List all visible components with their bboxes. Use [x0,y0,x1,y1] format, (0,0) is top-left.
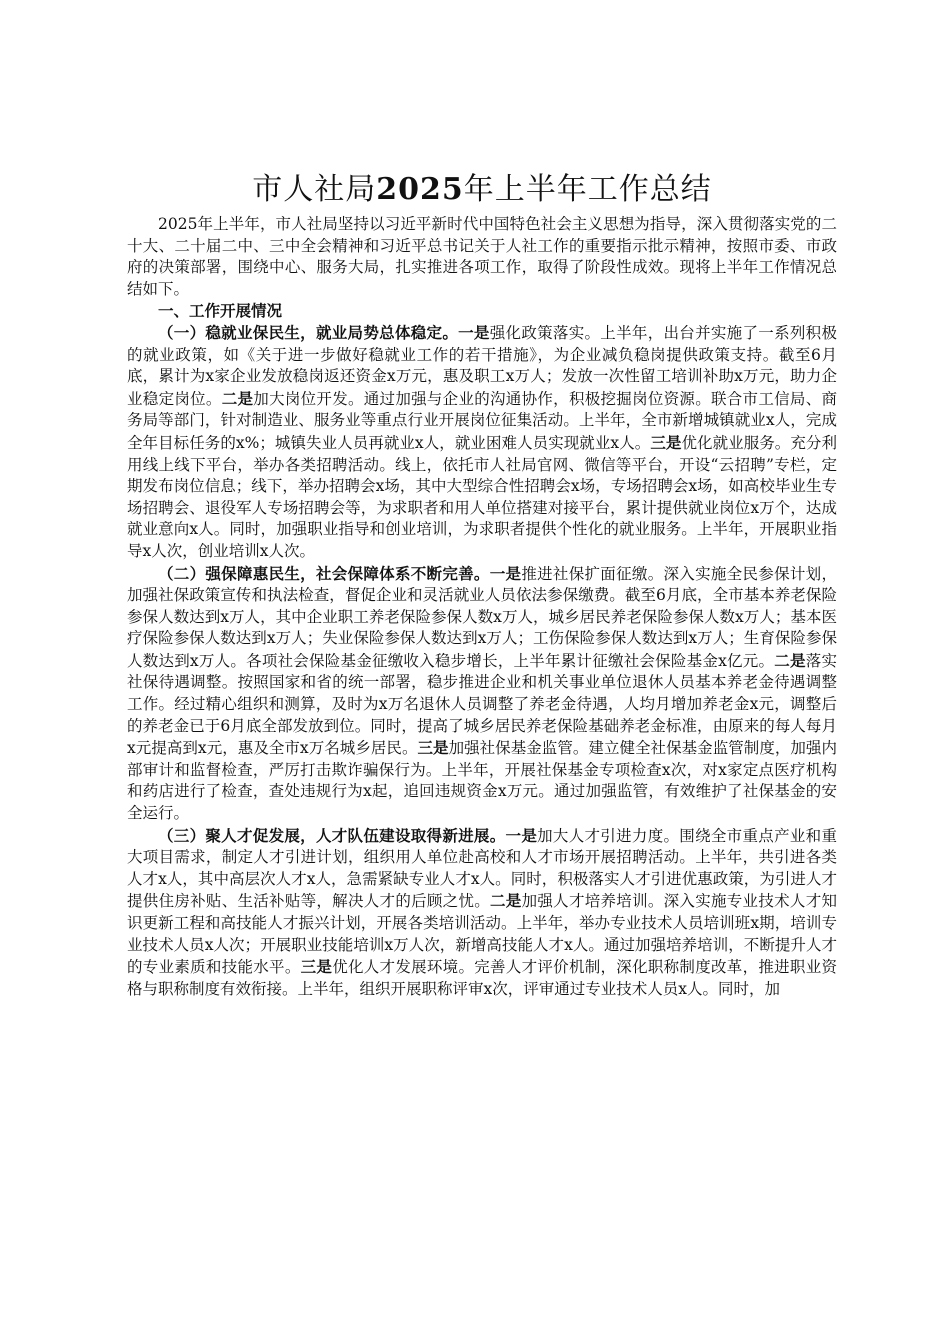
lead-marker: 三是 [417,738,449,758]
title-year: 2025 [376,172,464,207]
paragraph-subtitle: （一）稳就业保民生，就业局势总体稳定。 [158,322,459,342]
paragraph-social-security [127,563,837,825]
intro-paragraph: 2025年上半年，市人社局坚持以习近平新时代中国特色社会主义思想为指导，深入贯彻落实党的二十大、二十届二中、三中全会精神和习近平总书记关于人社工作的重要指示批示精神，按照市委、市政府的决策部署，围绕中心、服务大局，扎实推进各项工作，取得了阶段性成效。现将上半年工作情况总结如下。 [127,215,837,298]
paragraph-text: 加大人才引进力度。围绕全市重点产业和重大项目需求，制定人才引进计划，组织用人单位赴高校和人才市场开展招聘活动。上半年，共引进各类人才x人，其中高层次人才x人，急需紧缺专业人才x人。同时，积极落实人才引进优惠政策，为引进人才提供住房补贴、生活补贴等，解决人才的后顾之忧。 [127,826,837,911]
paragraph-text: 强化政策落实。上半年，出台并实施了一系列积极的就业政策，如《关于进一步做好稳就业工作的若干措施》，为企业减负稳岗提供政策支持。截至6月底，累计为x家企业发放稳岗返还资金x万元，惠及职工x万人；发放一次性留工培训补助x万元，助力企业稳定岗位。 [127,323,837,408]
section-heading: 一、工作开展情况 [158,301,283,321]
paragraph-text: 加大岗位开发。通过加强与企业的沟通协作，积极挖掘岗位资源。联合市工信局、商务局等部门，针对制造业、服务业等重点行业开展岗位征集活动。上半年，全市新增城镇就业x人，完成全年目标任务的x%；城镇失业人员再就业x人，就业困难人员实现就业x人。 [127,389,837,452]
paragraph-text: 加强社保基金监管。建立健全社保基金监管制度，加强内部审计和监督检查，严厉打击欺诈骗保行为。上半年，开展社保基金专项检查x次，对x家定点医疗机构和药店进行了检查，查处违规行为x起，追回违规资金x万元。通过加强监管，有效维护了社保基金的安全运行。 [127,739,837,823]
paragraph-text: 加强人才培养培训。深入实施专业技术人才知识更新工程和高技能人才振兴计划，开展各类培训活动。上半年，举办专业技术人员培训班x期，培训专业技术人员x人次；开展职业技能培训x万人次，新增高技能人才x人。通过加强培养培训，不断提升人才的专业素质和技能水平。 [127,892,837,977]
lead-marker: 一是 [489,563,522,583]
paragraph-text: 落实社保待遇调整。按照国家和省的统一部署，稳步推进企业和机关事业单位退休人员基本养老金待遇调整工作。经过精心组织和测算，及时为x万名退休人员调整了养老金待遇，人均月增加养老金x元，调整后的养老金已于6月底全部发放到位。同时，提高了城乡居民养老保险基础养老金标准，由原来的每人每月x元提高到x元，惠及全市x万名城乡居民。 [127,651,837,758]
title-prefix: 市人社局 [252,172,377,207]
paragraph-subtitle: （三）聚人才促发展，人才队伍建设取得新进展。 [158,825,506,845]
document-page [127,168,837,1000]
paragraph-text: 推进社保扩面征缴。深入实施全民参保计划，加强社保政策宣传和执法检查，督促企业和灵活就业人员依法参保缴费。截至6月底，全市基本养老保险参保人数达到x万人，其中企业职工养老保险参保人数x万人，城乡居民养老保险参保人数x万人；基本医疗保险参保人数达到x万人；失业保险参保人数达到x万人；工伤保险参保人数达到x万人；生育保险参保人数达到x万人。各项社会保险基金征缴收入稳步增长，上半年累计征缴社会保险基金x亿元。 [127,564,837,670]
paragraph-employment [127,322,837,563]
paragraph-talent [127,825,837,1001]
lead-marker: 一是 [458,322,490,342]
paragraph-subtitle: （二）强保障惠民生，社会保障体系不断完善。 [158,563,490,583]
paragraph-text: 优化就业服务。充分利用线上线下平台，举办各类招聘活动。线上，依托市人社局官网、微信等平台，开设“云招聘”专栏，定期发布岗位信息；线下，举办招聘会x场，其中大型综合性招聘会x场，专场招聘会x场，如高校毕业生专场招聘会、退役军人专场招聘会等，为求职者和用人单位搭建对接平台，累计提供就业岗位x万个，达成就业意向x人。同时，加强职业指导和创业培训，为求职者提供个性化的就业服务。上半年，开展职业指导x人次，创业培训x人次。 [127,433,837,560]
document-title [127,168,837,212]
lead-marker: 二是 [221,388,254,408]
lead-marker: 三是 [650,432,682,452]
title-suffix: 年上半年工作总结 [463,172,712,207]
paragraph-text: 优化人才发展环境。完善人才评价机制，深化职称制度改革，推进职业资格与职称制度有效衔接。上半年，组织开展职称评审x次，评审通过专业技术人员x人。同时，加 [127,958,837,998]
lead-marker: 一是 [505,825,538,845]
lead-marker: 二是 [490,891,522,911]
lead-marker: 三是 [300,957,333,977]
lead-marker: 二是 [774,650,806,670]
